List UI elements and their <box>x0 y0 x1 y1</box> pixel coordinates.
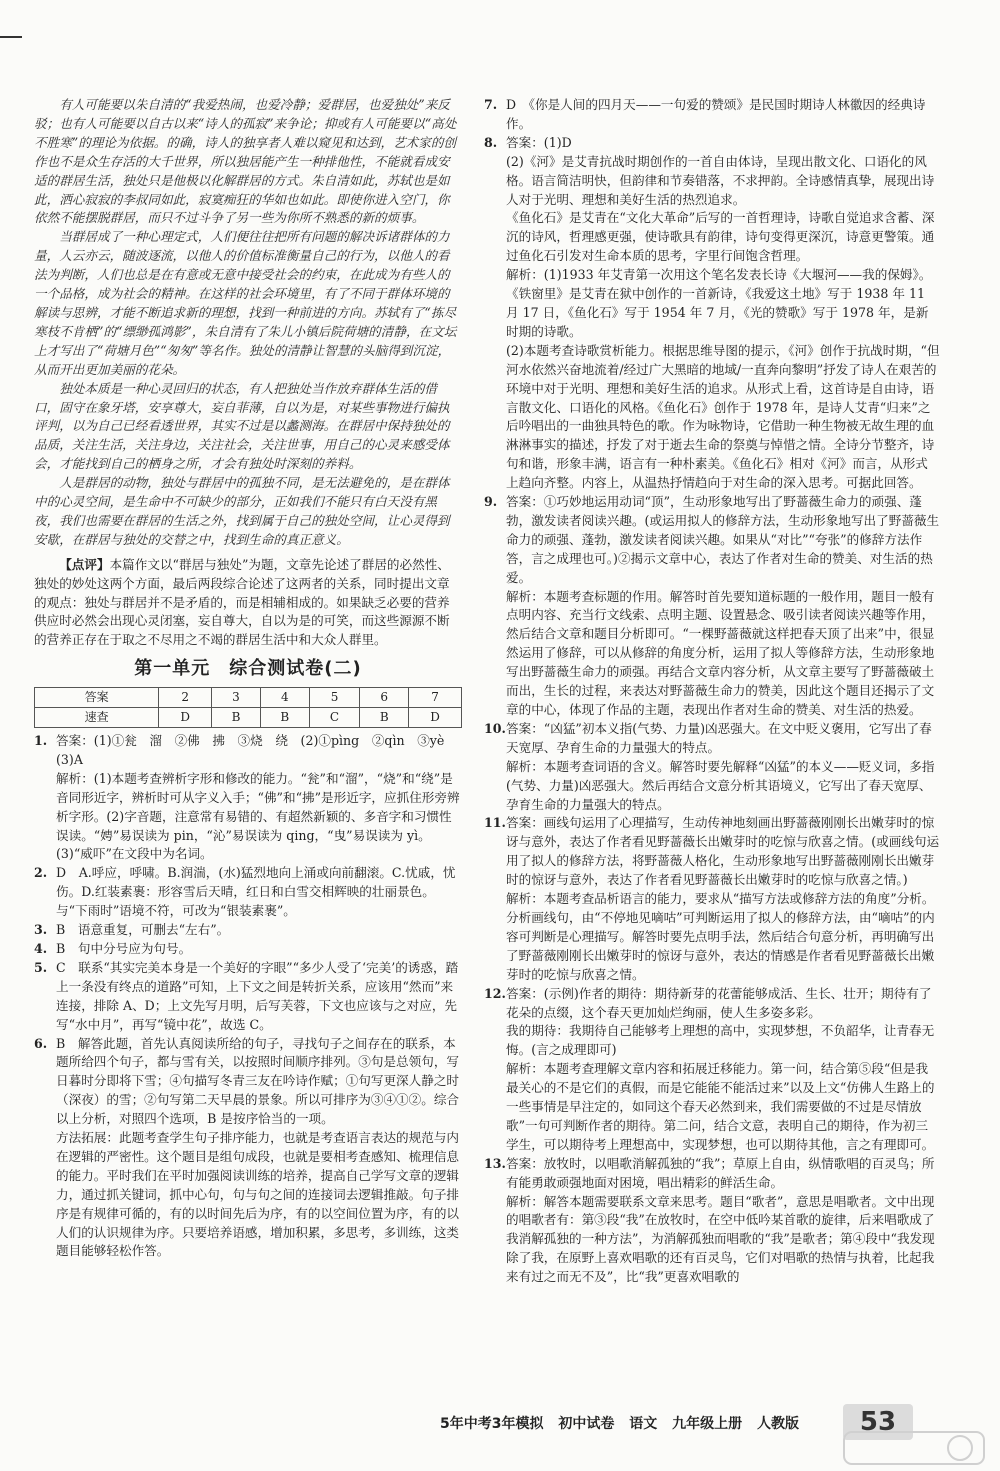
item-text: 方法拓展：此题考查学生句子排序能力，也就是考查语言表达的规范与内在逻辑的严密性。这个题目是组句成段，也就是要相考查感知、梳理信息的能力。平时我们在平时加强阅读训练的培养，提高自己学写文章的逻辑力，通过抓关键词，抓中心句，句与句之间的连接词去逻辑推敲。句子排序是有规律可循的，有的以时间先后为序，有的以空间位置为序，有的以人们的认识规律为序。只要培养语感，增加积累，多思考，多训练，这类题目能够轻松作答。 <box>56 1130 459 1259</box>
question-number: 5 <box>309 688 360 708</box>
question-number: 3 <box>212 688 261 708</box>
item-number: 4. <box>34 940 48 956</box>
item-number: 6. <box>34 1035 48 1051</box>
answer-cell: B <box>260 708 309 728</box>
item-text: D 《你是人间的四月天——一句爱的赞颂》是民国时期诗人林徽因的经典诗作。 <box>506 97 926 131</box>
item-text: 《鱼化石》是艾青在“文化大革命”后写的一首哲理诗，诗歌自觉追求含蓄、深沉的诗风，哲理感更强，使诗歌具有韵律，诗句变得更深沉，诗意更警策。通过鱼化石引发对生命本质的思考，字里行间饱含哲理。 <box>506 210 935 264</box>
item-text: (3)A <box>56 751 83 767</box>
answer-item <box>34 732 462 751</box>
item-text: 解析：解答本题需要联系文章来思考。题目“歌者”，意思是唱歌者。文中出现的唱歌者有：第③段“我”在放牧时，在空中低吟某首歌的旋律，后来唱歌成了我消解孤独的一种方法”，为消解孤独而唱歌的“我”是歌者；第④段中“我发现除了我，在原野上喜欢唱歌的还有百灵鸟，它们对唱歌的热情与执着，比起我来有过之而无不及”，比“我”更喜欢唱歌的 <box>506 1193 935 1285</box>
item-text: 答案：“凶猛”初本义指(气势、力量)凶恶强大。在文中贬义褒用，它写出了春天宽厚、孕育生命的力量强大的特点。 <box>506 720 932 755</box>
item-text: (2)《河》是艾青抗战时期创作的一首自由体诗，呈现出散文化、口语化的风格。语言简洁明快，但韵律和节奏错落，不求押韵。全诗感情真挚，展现出诗人对于光明、理想和美好生活的热烈追求。 <box>506 153 935 207</box>
item-text: C 联系“其实完美本身是一个美好的字眼”“多少人受了‘完美’的诱惑，踏上一条没有终点的道路”可知，上下文之间是转折关系，应该用“然而”来连接，排除 A、D；上文先写月明，后写芙蓉，下文也应该与之对应，先写“水中月”，再写“镜中花”，故选 C。 <box>56 959 459 1032</box>
item-text: 答案：放牧时，以唱歌消解孤独的“我”；草原上自由，纵情歌唱的百灵鸟；所有能勇敢顽强地面对困境，唱出精彩的鲜活生命。 <box>506 1155 935 1190</box>
answer-cell: B <box>360 708 409 728</box>
answer-table <box>34 687 462 728</box>
essay-paragraph: 有人可能要以朱自清的“我爱热闹，也爱冷静；爱群居，也爱独处”来反驳；也有人可能要以自古以来“诗人的孤寂”来争论；抑或有人可能要以“高处不胜寒”的理论为依据。的确，诗人的独享者人难以窥见和达到，艺术家的创作也不是众生存活的大千世界，所以独居能产生一种排他性，不能就看成安适的群居生活，独处只是他极以化解群居的方式。朱自清如此，苏轼也是如此，洒心寂寂的李叔同如此，寂寞痴狂的华如也如此。即使你进入空门，你依然不能摆脱群居，而只不过斗争了另一些为你所不熟悉的新的烦事。 <box>34 97 457 226</box>
page-footer <box>440 1413 809 1433</box>
item-text: 解析：本题考查词语的含义。解答时要先解释“凶猛”的本义——贬义词，多指(气势、力量)凶恶强大。然后再结合文意分析其语境义，它写出了春天宽厚、孕育生命的力量强大的特点。 <box>506 758 935 812</box>
item-text: (2)本题考查诗歌赏析能力。根据思维导图的提示，《河》创作于抗战时期，“但河水依然兴奋地流着/经过广大黑暗的地域/一直奔向黎明”抒发了诗人在艰苦的环境中对于光明、理想和美好生活的追求。从形式上看，这首诗是自由诗，语言散文化、口语化的风格。《鱼化石》创作于 1978 年，是诗人艾青“归来”之后吟唱出的一曲独具特色的歌。作为咏物诗，它借助一种生物被无故生理的血淋淋事实的描述，抒发了对于逝去生命的祭奠与悼惜之情。全诗分节整齐，诗句和谐，形象丰满，语言有一种朴素美。《鱼化石》相对《河》而言，从形式上趋向齐整。内容上，从温热抒情趋向于对生命的深入思考。可据此回答。 <box>506 342 940 491</box>
item-number: 2. <box>34 865 48 881</box>
question-number: 4 <box>260 688 309 708</box>
answer-item <box>484 134 940 153</box>
item-text: 我的期待：我期待自己能够考上理想的高中，实现梦想，不负韶华，让青春无悔。(言之成理即可) <box>506 1023 935 1058</box>
item-number: 10. <box>484 720 506 736</box>
item-number: 13. <box>484 1155 506 1171</box>
essay-paragraph: 当群居成了一种心理定式，人们便往往把所有问题的解决诉诸群体的力量，人云亦云，随波逐流，以他人的价值标准衡量自己的行为，以他人的看法为判断，人们也总是在有意或无意中接受社会的约束，在此成为有些人的一个品格，成为社会的精神。在这样的社会环境里，有了不同于群体环境的解读与思辨，才能不断追求新的理想，找到一种前进的方向。苏轼有了“拣尽寒枝不肯栖”的“缥缈孤鸿影”，朱自清有了朱儿小镇后院荷塘的清静，在文坛上才写出了“荷塘月色”“匆匆”等名作。独处的清静让智慧的头脑得到沉淀，从而开出更加美丽的花朵。 <box>34 229 457 377</box>
item-text: 解析：本题考查品析语言的能力，要求从“描写方法或修辞方法的角度”分析。分析画线句，由“不停地见嘀咕”可判断运用了拟人的修辞方法，由“嘀咕”的内容可判断是心理描写。解答时要先点明手法，然后结合句意分析，再明确写出了野蔷薇刚刚长出嫩芽时的惊讶与意外，表达的情感是作者看见野蔷薇长出嫩芽时的吃惊与欣喜之情。 <box>506 891 935 982</box>
answer-item <box>484 985 940 1023</box>
item-number: 12. <box>484 985 506 1001</box>
item-number: 7. <box>484 97 498 112</box>
item-text: B 解答此题，首先认真阅读所给的句子，寻找句子之间存在的联系，本题所给四个句子，都与雪有关，以按照时间顺序排列。③句是总领句，写日暮时分即将下雪；④句描写冬青三友在吟诗作赋；①句写更深人静之时（深夜）的雪；②句写第二天早晨的景象。所以可排序为③④①②。综合以上分析，对照四个选项，B 是按序恰当的一项。 <box>56 1035 459 1127</box>
answer-item <box>484 1155 940 1193</box>
table-row-label: 答案 <box>35 688 159 708</box>
question-number: 7 <box>409 688 462 708</box>
item-number: 5. <box>34 959 48 975</box>
comment-text: 本篇作文以“群居与独处”为题，文章先论述了群居的必然性、独处的妙处这两个方面，最后两段综合论述了这两者的关系，同时提出文章的观点：独处与群居并不是矛盾的，而是相辅相成的。如果缺乏必要的营养供应时必然会出现心灵闭塞，妄自尊大，自以为是的可笑，而这些源源不断的营养正存在于取之不尽用之不竭的群居生活中和大众人群里。 <box>34 556 450 648</box>
answer-item <box>484 493 940 588</box>
unit-title: 第一单元 综合测试卷(二) <box>134 658 362 680</box>
answer-cell: D <box>159 708 212 728</box>
answer-item <box>34 921 462 940</box>
item-text: 解析：(1)1933 年艾青第一次用这个笔名发表长诗《大堰河——我的保姆》。《铁窗里》是艾青在狱中创作的一首新诗，《我爱这土地》写于 1938 年 11 月 17 日，《鱼化石》写于 1954 年 7 月，《光的赞歌》写于 1978 年，是新时期的诗歌。 <box>506 267 932 339</box>
essay-paragraph: 人是群居的动物，独处与群居中的孤独不同，是无法避免的，是在群体中的心灵空间，是生命中不可缺少的部分，正如我们不能只有白天没有黑夜，我们也需要在群居的生活之外，找到属于自己的独处空间，让心灵得到安歇，在群居与独处的交替之中，找到生命的真正意义。 <box>34 475 450 547</box>
footer-type: 初中试卷 <box>558 1416 615 1432</box>
item-text: B 语意重复，可删去“左右”。 <box>56 922 230 938</box>
item-text: 答案：(1)D <box>506 134 572 150</box>
watermark-stamp-icon <box>840 1428 990 1468</box>
answer-cell: B <box>212 708 261 728</box>
answer-item <box>34 1035 462 1130</box>
item-text: 解析：本题考查标题的作用。解答时首先要知道标题的一般作用，题目一般有点明内容、充当行文线索、点明主题、设置悬念、吸引读者阅读兴趣等作用，然后结合文章和题目分析即可。“一棵野蔷薇就这样把春天顶了出来”中，很显然运用了修辞，可以从修辞的角度分析，运用了拟人等修辞方法，生动形象地写出野蔷薇生命力的顽强。再结合文章内容分析，从文章主要写了野蔷薇破土而出，生长的过程，来表达对野蔷薇生命力的赞美，因此这个题目还揭示了文章的中心，体现了作品的主题，表现出作者对生命的赞美、对生活的热爱。 <box>506 588 935 717</box>
item-number: 11. <box>484 815 506 831</box>
question-number: 2 <box>159 688 212 708</box>
question-number: 6 <box>360 688 409 708</box>
essay-paragraph: 独处本质是一种心灵回归的状态，有人把独处当作放弃群体生活的借口，固守在象牙塔，安享尊大，妄自菲薄，自以为是，对某些事物进行偏执评判，以为自己已经看透世界，其实不过是以蠡测海。在群居中保持独处的品质，关注生活，关注身边，关注社会，关注世事，用自己的心灵来感受体会，才能找到自己的栖身之所，才会有独处时深刻的养料。 <box>34 380 450 472</box>
answer-item <box>34 959 462 1035</box>
item-number: 8. <box>484 134 498 150</box>
right-column <box>484 96 940 1287</box>
item-text: 答案：(1)①瓮 溜 ②佛 拂 ③烧 绕 (2)①pìng ②qìn ③yè <box>56 733 445 748</box>
item-number: 1. <box>34 733 48 748</box>
item-text: D A.呼应，呼啸。B.润湍，(水)猛烈地向上涌或向前翻滚。C.忧戚，忧伤。D.红装素裹：形容雪后天晴，红日和白雪交相辉映的壮丽景色。与“下雨时”语境不符，可改为“银装素裹”。 <box>56 865 456 919</box>
corner-mark <box>0 36 22 38</box>
answer-item <box>484 720 940 758</box>
page-number: 53 <box>859 1407 897 1437</box>
left-column <box>34 96 462 1261</box>
item-number: 3. <box>34 922 48 938</box>
answer-cell: D <box>409 708 462 728</box>
item-text: 解析：(1)本题考查辨析字形和修改的能力。“瓮”和“溜”，“烧”和“绕”是音同形近字，辨析时可从字义入手；“佛”和“拂”是形近字，应抓住形旁辨析字形。(2)字音题，注意常有易错的、有超然新颖的、多音字和习惯性误读。“娉”易误读为 pin，“沁”易误读为 qing，“曳”易误读为 yì。(3)“威吓”在文段中为名词。 <box>56 770 460 862</box>
footer-series: 5年中考3年模拟 <box>440 1416 544 1432</box>
footer-grade: 九年级上册 <box>672 1416 743 1432</box>
answer-item <box>34 940 462 959</box>
footer-edition: 人教版 <box>756 1416 799 1432</box>
item-text: 答案：画线句运用了心理描写，生动传神地刻画出野蔷薇刚刚长出嫩芽时的惊讶与意外，表达了作者看见野蔷薇长出嫩芽时的吃惊与欣喜之情。(或画线句运用了拟人的修辞方法，将野蔷薇人格化，生动形象地写出野蔷薇刚刚长出嫩芽时的惊讶与意外，表达了作者看见野蔷薇长出嫩芽时的吃惊与欣喜之情。) <box>506 815 940 888</box>
table-row-label: 速查 <box>35 708 159 728</box>
answer-cell: C <box>309 708 360 728</box>
answer-item <box>34 864 462 921</box>
answer-item <box>484 814 940 890</box>
item-text: 答案：(示例)作者的期待：期待新芽的花蕾能够成活、生长、壮开；期待有了花朵的点缀，这个春天更加灿烂绚丽，使人生多姿多彩。 <box>506 985 932 1020</box>
item-text: 答案：①巧妙地运用动词“顶”，生动形象地写出了野蔷薇生命力的顽强、蓬勃，激发读者阅读兴趣。(或运用拟人的修辞方法，生动形象地写出了野蔷薇生命力的顽强、蓬勃，激发读者阅读兴趣。如果从“对比”“夸张”的修辞方法作答，言之成理也可。)②揭示文章中心，表达了作者对生命的赞美、对生活的热爱。 <box>506 494 940 585</box>
item-text: 解析：本题考查理解文章内容和拓展迁移能力。第一问，结合第⑤段“但是我最关心的不是它们的真假，而是它能能不能活过来”以及上文“仿佛人生路上的一些事情是早注定的，如同这个春天必然到来，我们需要做的不过是尽情放歌”一句可判断作者的期待。第二问，结合文意，表明自己的期待，作为初三学生，可以期待考上理想高中，实现梦想，也可以期待其他，言之有理即可。 <box>506 1061 935 1152</box>
item-text: B 句中分号应为句号。 <box>56 940 192 956</box>
comment-tag: 【点评】 <box>59 556 110 572</box>
essay-comment <box>34 556 462 651</box>
answer-item <box>484 96 940 134</box>
footer-subject: 语文 <box>629 1416 658 1432</box>
item-number: 9. <box>484 494 498 510</box>
